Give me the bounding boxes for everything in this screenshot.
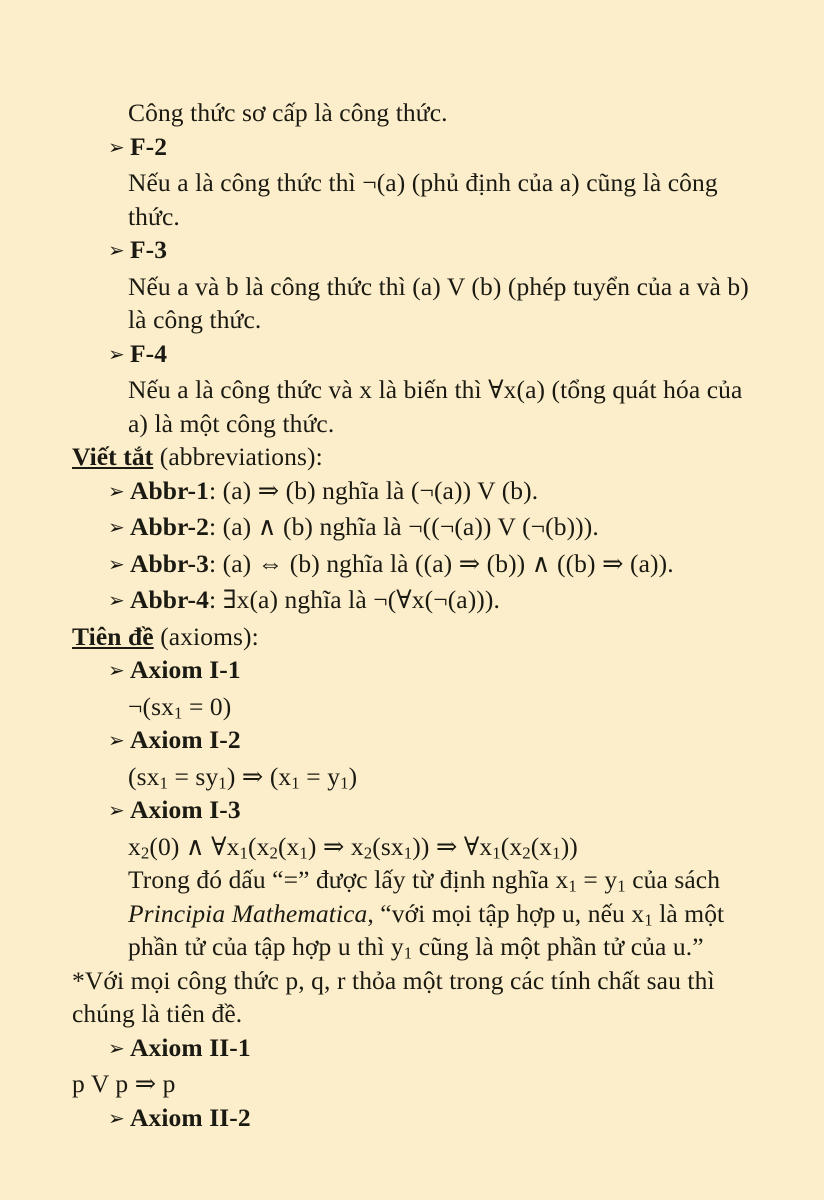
- note-subscript: 1: [617, 876, 626, 896]
- formula-subscript: 1: [291, 773, 300, 793]
- list-item-abbr-2: [108, 510, 784, 547]
- formula-subscript: 1: [552, 843, 561, 863]
- section-heading-abbreviations: [72, 440, 784, 474]
- arrow-bullet-icon: ➢: [108, 1037, 125, 1060]
- formula-subscript: 1: [173, 703, 183, 723]
- formula-part: (sx: [372, 831, 404, 861]
- section-heading-abbreviations-bold: Viết tắt: [72, 442, 154, 471]
- axiom-label-ii-2: Axiom II-2: [130, 1102, 251, 1132]
- footnote-line-1: *Với mọi công thức p, q, r thỏa một trong các tính chất sau thì: [72, 965, 715, 995]
- list-item-axiom-i-3: [108, 793, 784, 830]
- formula-part: )) ⇒ ∀x: [412, 831, 493, 861]
- rule-text-f4-line2: a) là một công thức.: [128, 408, 335, 438]
- formula-subscript: 2: [269, 843, 278, 863]
- rule-text-f2-line2: thức.: [128, 201, 180, 231]
- formula-subscript: 1: [299, 843, 308, 863]
- abbr-label-4: Abbr-4: [130, 585, 209, 614]
- formula-part: ) ⇒ x: [307, 831, 364, 861]
- axiom-formula-ii-1: p V p ⇒ p: [72, 1069, 176, 1098]
- list-item-axiom-ii-2: [108, 1101, 784, 1138]
- formula-part: (x: [277, 831, 300, 861]
- axiom-label-i-2: Axiom I-2: [130, 725, 241, 754]
- formula-subscript: 1: [218, 773, 227, 793]
- formula-part: ): [348, 761, 358, 791]
- arrow-bullet-icon: ➢: [108, 240, 125, 262]
- rule-text-f3-line2: là công thức.: [128, 305, 262, 334]
- abbr-label-1: Abbr-1: [130, 475, 209, 505]
- list-item-axiom-ii-1: [108, 1031, 784, 1068]
- axiom-formula-i-2: [128, 760, 784, 794]
- arrow-bullet-icon: ➢: [108, 553, 125, 576]
- section-heading-axioms-rest: (axioms):: [153, 621, 259, 651]
- formula-subscript: 2: [522, 843, 531, 863]
- abbr-body-2: : (a) ∧ (b) nghĩa là ¬((¬(a)) V (¬(b))).: [209, 512, 599, 541]
- formula-part: ) ⇒ (x: [226, 761, 292, 791]
- arrow-bullet-icon: ➢: [108, 1107, 125, 1130]
- arrow-bullet-icon: ➢: [108, 730, 125, 752]
- list-item-f3: [108, 233, 784, 270]
- note-text: là một: [652, 898, 725, 928]
- formula-part: (x: [530, 831, 553, 861]
- abbr-body-4: : ∃x(a) nghĩa là ¬(∀x(¬(a))).: [209, 585, 500, 614]
- list-item-abbr-3: [108, 547, 784, 584]
- formula-part: x: [128, 831, 141, 861]
- axiom-formula-i-3: [128, 830, 784, 864]
- formula-part: )): [560, 831, 578, 861]
- note-text: = y: [576, 865, 618, 894]
- axiom-note-line-3: [128, 930, 784, 964]
- section-heading-abbreviations-rest: (abbreviations):: [153, 442, 323, 471]
- list-item-f4: [108, 337, 784, 374]
- list-item-abbr-1: [108, 474, 784, 511]
- arrow-bullet-icon: ➢: [108, 660, 125, 682]
- note-text: , “với mọi tập hợp u, nếu x: [367, 898, 645, 928]
- note-text: của sách: [625, 865, 721, 894]
- formula-subscript: 2: [140, 843, 150, 863]
- formula-part: (sx: [128, 761, 160, 791]
- section-heading-axioms-bold: Tiên đề: [72, 621, 154, 651]
- formula-subscript: 1: [340, 773, 349, 793]
- abbr-label-3: Abbr-3: [130, 548, 209, 578]
- arrow-bullet-icon: ➢: [108, 136, 125, 159]
- formula-subscript: 1: [403, 843, 413, 863]
- arrow-bullet-icon: ➢: [108, 480, 125, 503]
- list-item-abbr-4: [108, 583, 784, 620]
- rule-text-f2-line1: Nếu a là công thức thì ¬(a) (phủ định của a) cũng là công: [128, 168, 718, 197]
- section-heading-axioms: [72, 620, 784, 654]
- arrow-bullet-icon: ➢: [108, 517, 125, 539]
- formula-part: (0) ∧ ∀x: [149, 831, 240, 861]
- note-text: cũng là một phần tử của u.”: [412, 932, 704, 961]
- axiom-label-i-3: Axiom I-3: [130, 795, 241, 824]
- arrow-bullet-icon: ➢: [108, 590, 125, 612]
- note-subscript: 1: [403, 943, 413, 963]
- footnote-line-2: chúng là tiên đề.: [72, 999, 243, 1028]
- rule-label-f4: F-4: [130, 338, 168, 368]
- rule-label-f3: F-3: [130, 235, 168, 264]
- axiom-note-line-1: [128, 863, 784, 897]
- note-text: phần tử của tập hợp u thì y: [128, 932, 404, 961]
- list-item-axiom-i-2: [108, 723, 784, 760]
- formula-part: = 0): [182, 691, 232, 721]
- note-subscript: 1: [644, 910, 653, 930]
- formula-subscript: 2: [363, 843, 373, 863]
- arrow-bullet-icon: ➢: [108, 800, 125, 822]
- abbr-body-3: : (a) ⇔ (b) nghĩa là ((a) ⇒ (b)) ∧ ((b) ⇒ (a)).: [209, 548, 674, 578]
- abbr-label-2: Abbr-2: [130, 512, 209, 541]
- note-text: Trong đó dấu “=” được lấy từ định nghĩa x: [128, 865, 569, 894]
- rule-label-f2: F-2: [130, 131, 168, 161]
- formula-part: (x: [500, 831, 523, 861]
- note-subscript: 1: [568, 876, 577, 896]
- axiom-label-i-1: Axiom I-1: [130, 655, 241, 684]
- formula-subscript: 1: [159, 773, 168, 793]
- axiom-formula-i-1: [128, 690, 784, 724]
- rule-text-f3-line1: Nếu a và b là công thức thì (a) V (b) (phép tuyển của a và b): [128, 271, 749, 301]
- formula-part: = sy: [167, 761, 219, 791]
- axiom-note-line-2: [128, 897, 784, 931]
- abbr-body-1: : (a) ⇒ (b) nghĩa là (¬(a)) V (b).: [209, 475, 539, 505]
- list-item-f2: [108, 130, 784, 167]
- formula-part: (x: [247, 831, 270, 861]
- formula-part: ¬(sx: [128, 691, 174, 721]
- axiom-label-ii-1: Axiom II-1: [130, 1032, 251, 1062]
- intro-line: Công thức sơ cấp là công thức.: [128, 98, 448, 127]
- book-title: Principia Mathematica: [128, 898, 368, 928]
- formula-part: = y: [299, 761, 341, 791]
- arrow-bullet-icon: ➢: [108, 343, 125, 366]
- list-item-axiom-i-1: [108, 653, 784, 690]
- formula-subscript: 1: [492, 843, 501, 863]
- formula-subscript: 1: [239, 843, 248, 863]
- rule-text-f4-line1: Nếu a là công thức và x là biến thì ∀x(a) (tổng quát hóa của: [128, 375, 743, 404]
